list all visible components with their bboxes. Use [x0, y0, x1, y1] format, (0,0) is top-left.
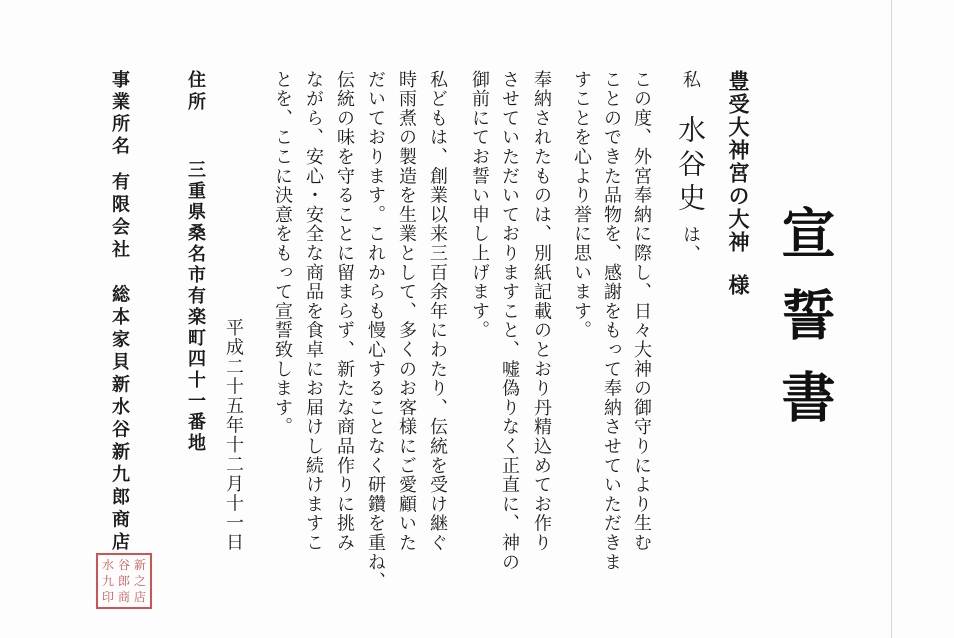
business-name-label: 事業所名: [109, 70, 130, 158]
body-line-11: 伝統の味を守ることに留まらず、新たな商品作りに挑み: [334, 70, 355, 553]
company-seal-stamp: [96, 553, 152, 609]
address-value: 三重県桑名市有楽町四十一番地: [185, 160, 206, 454]
address-label: 住所: [185, 70, 206, 114]
seal-glyph: 水: [101, 558, 114, 572]
body-line-1: [674, 70, 707, 264]
seal-glyph: 谷: [117, 558, 130, 572]
seal-glyph: 店: [133, 590, 146, 604]
body-line-6: させていただいておりますこと、嘘偽りなく正直に、神の: [499, 70, 520, 572]
document-title: 宣誓書: [773, 205, 837, 451]
body-prefix: 私: [680, 70, 701, 90]
body-line-2: この度、外宮奉納に際し、日々大神の御守りにより生む: [631, 70, 652, 553]
seal-glyph: 郎: [117, 574, 130, 588]
body-line-13: とを、ここに決意をもって宣誓致します。: [272, 70, 293, 437]
body-line-4: すことを心より誉に思います。: [571, 70, 592, 341]
oath-date: 平成二十五年十二月十一日: [223, 318, 244, 552]
addressee-name: 豊受大神宮の大神: [726, 70, 751, 254]
body-line-10: だいております。これからも慢心することなく研鑽を重ね、: [365, 70, 386, 592]
seal-glyph: 新: [133, 558, 146, 572]
oath-signer-name: 水谷史: [674, 115, 707, 218]
body-line-7: 御前にてお誓い申し上げます。: [469, 70, 490, 341]
body-line-8: 私どもは、創業以来三百余年にわたり、伝統を受け継ぐ: [427, 70, 448, 553]
seal-glyph: 商: [117, 590, 130, 604]
business-name-value: 有限会社 総本家貝新水谷新九郎商店: [109, 172, 130, 555]
seal-glyph: 印: [101, 590, 114, 604]
body-line-12: ながら、安心・安全な商品を食卓にお届けし続けますこ: [303, 70, 324, 553]
seal-glyph: 九: [101, 574, 114, 588]
body-line-9: 時雨煮の製造を生業として、多くのお客様にご愛顧いた: [396, 70, 417, 553]
seal-glyph: 之: [133, 574, 146, 588]
body-suffix: は、: [680, 225, 701, 264]
body-line-3: ことのできた品物を、感謝をもって奉納させていただきま: [601, 70, 622, 572]
addressee-honorific: 様: [726, 274, 751, 297]
addressee: [728, 70, 749, 297]
paper-edge: [891, 0, 892, 638]
body-line-5: 奉納されたものは、別紙記載のとおり丹精込めてお作り: [531, 70, 552, 553]
